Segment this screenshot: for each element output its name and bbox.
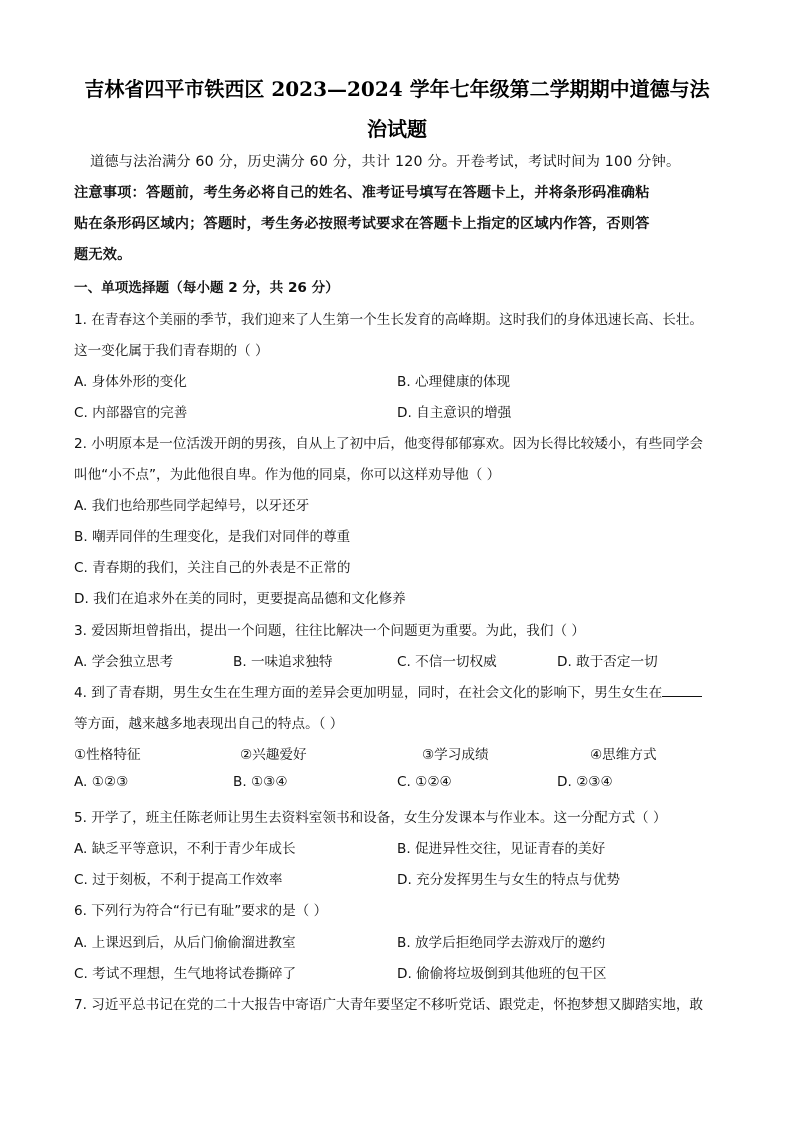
intro-notice-line1: 注意事项：答题前，考生务必将自己的姓名、准考证号填写在答题卡上，并将条形码准确粘 bbox=[74, 185, 650, 201]
q5-option-b: B. 促进异性交往，见证青春的美好 bbox=[397, 841, 606, 857]
q2-option-c: C. 青春期的我们，关注自己的外表是不正常的 bbox=[74, 560, 351, 576]
q4-choice-1: ①性格特征 bbox=[74, 747, 141, 763]
section-heading: 一、单项选择题（每小题 2 分，共 26 分） bbox=[74, 280, 339, 296]
q4-stem-line1 bbox=[74, 681, 702, 701]
q5-option-a: A. 缺乏平等意识，不利于青少年成长 bbox=[74, 841, 296, 857]
q3-option-a: A. 学会独立思考 bbox=[74, 654, 174, 670]
q1-option-a: A. 身体外形的变化 bbox=[74, 374, 187, 390]
answer-blank bbox=[662, 684, 702, 697]
q1-stem-line1: 1. 在青春这个美丽的季节，我们迎来了人生第一个生长发育的高峰期。这时我们的身体迅速长高、长壮。 bbox=[74, 312, 704, 328]
q7-stem-line1: 7. 习近平总书记在党的二十大报告中寄语广大青年要坚定不移听党话、跟党走，怀抱梦想又脚踏实地，敢 bbox=[74, 997, 704, 1013]
q4-option-b: B. ①③④ bbox=[233, 774, 288, 790]
q4-choice-3: ③学习成绩 bbox=[422, 747, 489, 763]
q1-stem-line2: 这一变化属于我们青春期的（ ） bbox=[74, 343, 269, 359]
q3-option-c: C. 不信一切权威 bbox=[397, 654, 497, 670]
q2-option-d: D. 我们在追求外在美的同时，更要提高品德和文化修养 bbox=[74, 591, 406, 607]
q4-option-c: C. ①②④ bbox=[397, 774, 452, 790]
q2-option-a: A. 我们也给那些同学起绰号，以牙还牙 bbox=[74, 498, 310, 514]
q1-option-c: C. 内部器官的完善 bbox=[74, 405, 188, 421]
q2-option-b: B. 嘲弄同伴的生理变化，是我们对同伴的尊重 bbox=[74, 529, 351, 545]
q6-stem: 6. 下列行为符合“行已有耻”要求的是（ ） bbox=[74, 903, 328, 919]
q6-option-a: A. 上课迟到后，从后门偷偷溜进教室 bbox=[74, 935, 296, 951]
q4-choice-4: ④思维方式 bbox=[590, 747, 657, 763]
q4-option-a: A. ①②③ bbox=[74, 774, 129, 790]
q4-choice-2: ②兴趣爱好 bbox=[240, 747, 307, 763]
q5-option-c: C. 过于刻板，不利于提高工作效率 bbox=[74, 872, 283, 888]
exam-title-line1: 吉林省四平市铁西区 2023—2024 学年七年级第二学期期中道德与法 bbox=[84, 77, 710, 101]
intro-score-info: 道德与法治满分 60 分，历史满分 60 分，共计 120 分。开卷考试，考试时间为 100 分钟。 bbox=[90, 154, 681, 170]
q1-option-b: B. 心理健康的体现 bbox=[397, 374, 511, 390]
q4-stem-line2: 等方面，越来越多地表现出自己的特点。（ ） bbox=[74, 716, 344, 732]
q1-option-d: D. 自主意识的增强 bbox=[397, 405, 512, 421]
q6-option-c: C. 考试不理想，生气地将试卷撕碎了 bbox=[74, 966, 297, 982]
q2-stem-line2: 叫他“小不点”，为此他很自卑。作为他的同桌，你可以这样劝导他（ ） bbox=[74, 467, 501, 483]
q5-stem: 5. 开学了，班主任陈老师让男生去资料室领书和设备，女生分发课本与作业本。这一分配方式（ ） bbox=[74, 810, 667, 826]
intro-notice-line3: 题无效。 bbox=[74, 247, 132, 263]
intro-notice-line2: 贴在条形码区域内；答题时，考生务必按照考试要求在答题卡上指定的区域内作答，否则答 bbox=[74, 216, 650, 232]
q2-stem-line1: 2. 小明原本是一位活泼开朗的男孩，自从上了初中后，他变得郁郁寡欢。因为长得比较矮小，有些同学会 bbox=[74, 436, 704, 452]
q6-option-d: D. 偷偷将垃圾倒到其他班的包干区 bbox=[397, 966, 607, 982]
q3-option-b: B. 一味追求独特 bbox=[233, 654, 333, 670]
q3-option-d: D. 敢于否定一切 bbox=[557, 654, 658, 670]
q5-option-d: D. 充分发挥男生与女生的特点与优势 bbox=[397, 872, 621, 888]
q4-stem-text: 4. 到了青春期，男生女生在生理方面的差异会更加明显，同时，在社会文化的影响下，男生女生在 bbox=[74, 685, 663, 701]
q6-option-b: B. 放学后拒绝同学去游戏厅的邀约 bbox=[397, 935, 606, 951]
q3-stem: 3. 爱因斯坦曾指出，提出一个问题，往往比解决一个问题更为重要。为此，我们（ ） bbox=[74, 623, 585, 639]
exam-title-line2: 治试题 bbox=[367, 117, 427, 141]
q4-option-d: D. ②③④ bbox=[557, 774, 613, 790]
